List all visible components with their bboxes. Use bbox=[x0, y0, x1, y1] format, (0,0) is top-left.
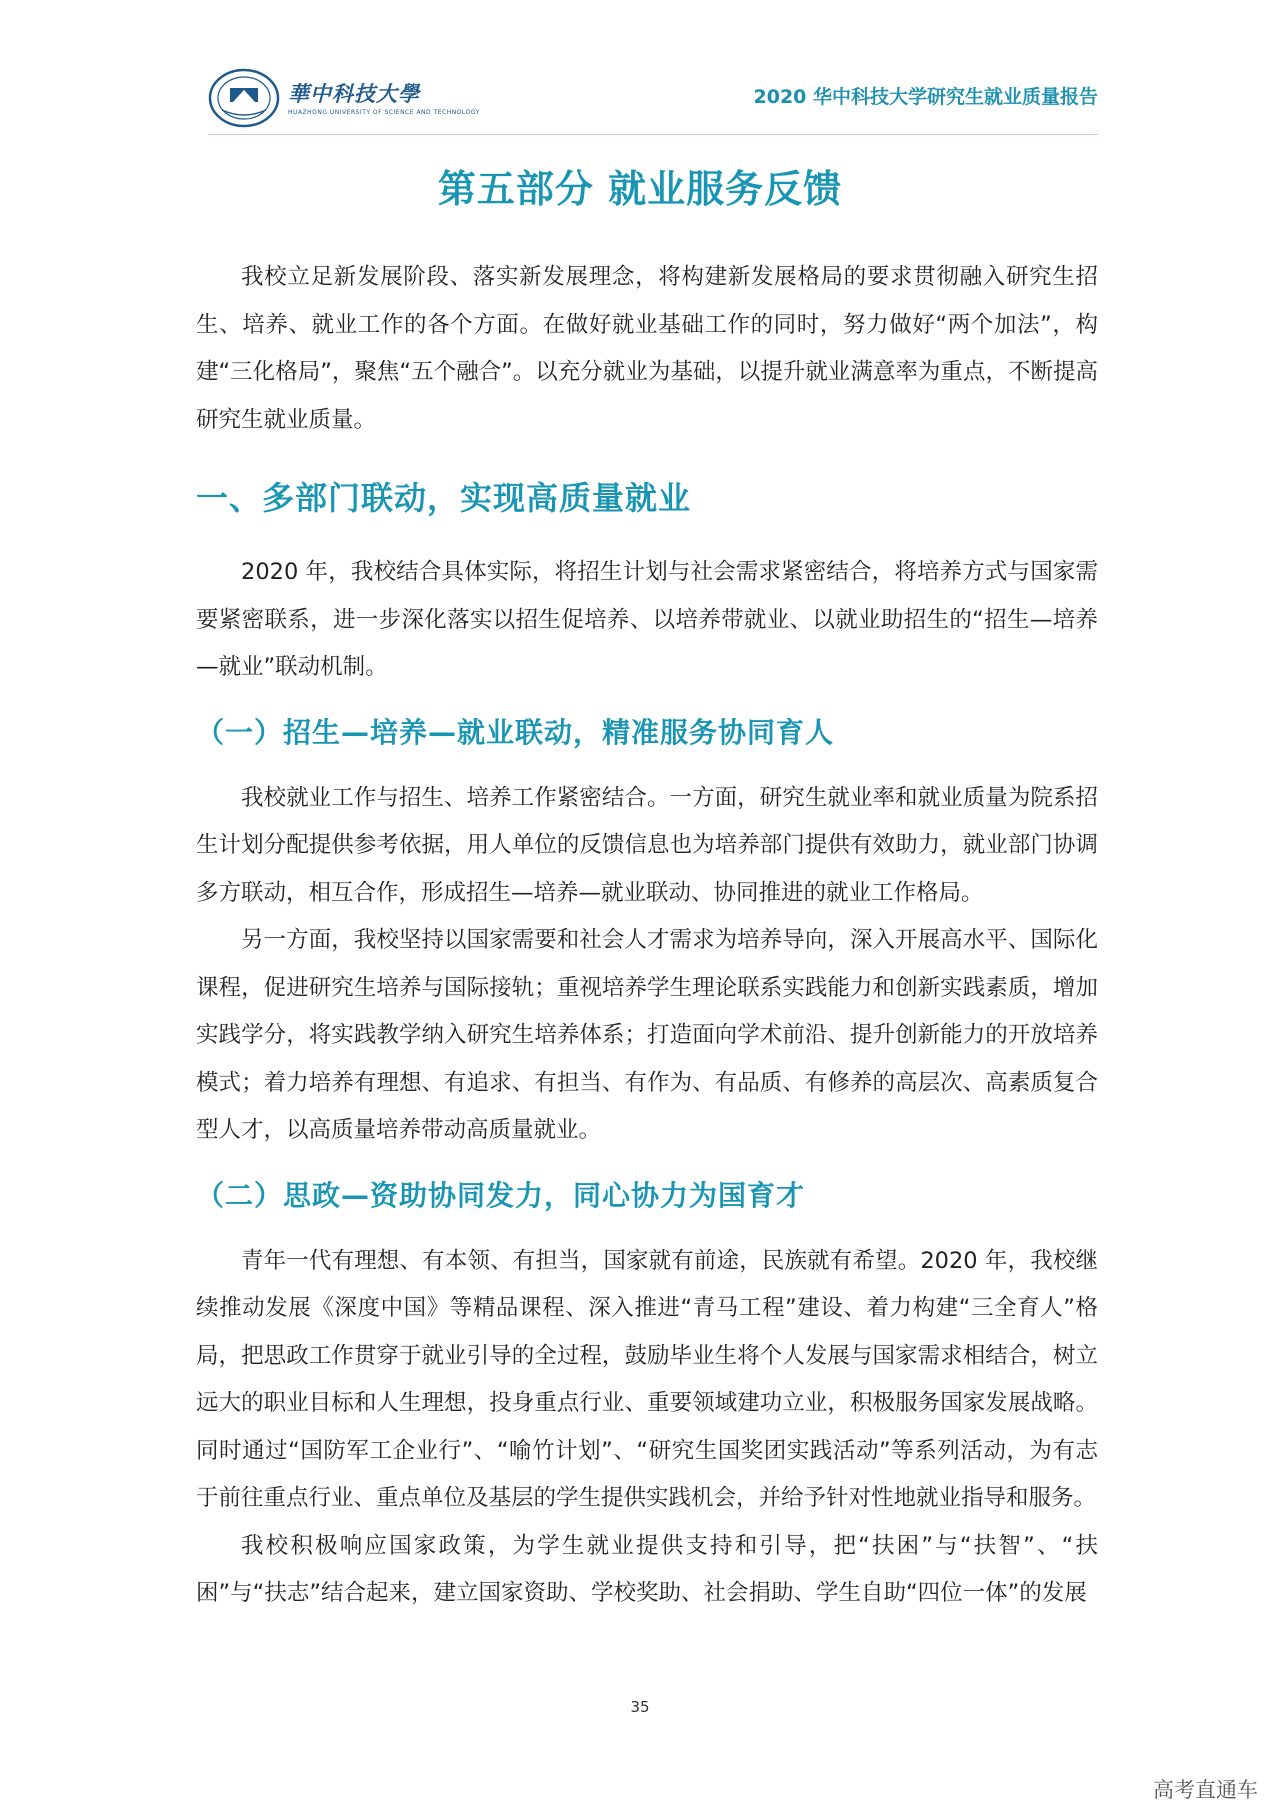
main-content bbox=[196, 254, 1098, 1618]
watermark: 高考直通车 bbox=[1153, 1778, 1258, 1802]
paragraph-sub1-a: 我校就业工作与招生、培养工作紧密结合。一方面，研究生就业率和就业质量为院系招生计划分配提供参考依据，用人单位的反馈信息也为培养部门提供有效助力，就业部门协调多方联动，相互合作，形成招生—培养—就业联动、协同推进的就业工作格局。 bbox=[196, 784, 1098, 906]
subheading-ideology-financial-aid: （二）思政—资助协同发力，同心协力为国育才 bbox=[196, 1178, 806, 1212]
paragraph-sub2-b: 我校积极响应国家政策，为学生就业提供支持和引导，把“扶困”与“扶智”、“扶困”与“扶志”结合起来，建立国家资助、学校奖助、社会捐助、学生自助“四位一体”的发展 bbox=[196, 1532, 1098, 1606]
report-title: 2020 华中科技大学研究生就业质量报告 bbox=[753, 86, 1098, 108]
logo-chinese-name: 華中科技大學 bbox=[288, 80, 420, 106]
heading-multi-department: 一、多部门联动，实现高质量就业 bbox=[196, 479, 692, 517]
paragraph-sub1-b: 另一方面，我校坚持以国家需要和社会人才需求为培养导向，深入开展高水平、国际化课程，促进研究生培养与国际接轨；重视培养学生理论联系实践能力和创新实践素质，增加实践学分，将实践教学纳入研究生培养体系；打造面向学术前沿、提升创新能力的开放培养模式；着力培养有理想、有追求、有担当、有作为、有品质、有修养的高层次、高素质复合型人才，以高质量培养带动高质量就业。 bbox=[196, 927, 1098, 1143]
page-header bbox=[208, 68, 1098, 128]
paragraph-sub2-a: 青年一代有理想、有本领、有担当，国家就有前途，民族就有希望。2020 年，我校继续推动发展《深度中国》等精品课程、深入推进“青马工程”建设、着力构建“三全育人”格局，把思政工作贯穿于就业引导的全过程，鼓励毕业生将个人发展与国家需求相结合，树立远大的职业目标和人生理想，投身重点行业、重要领域建功立业，积极服务国家发展战略。同时通过“国防军工企业行”、“喻竹计划”、“研究生国奖团实践活动”等系列活动，为有志于前往重点行业、重点单位及基层的学生提供实践机会，并给予针对性地就业指导和服务。 bbox=[196, 1247, 1098, 1511]
page-number: 35 bbox=[630, 1698, 650, 1716]
header-divider bbox=[208, 134, 1098, 135]
university-logo bbox=[208, 68, 480, 128]
intro-paragraph: 我校立足新发展阶段、落实新发展理念，将构建新发展格局的要求贯彻融入研究生招生、培养、就业工作的各个方面。在做好就业基础工作的同时，努力做好“两个加法”，构建“三化格局”，聚焦“五个融合”。以充分就业为基础，以提升就业满意率为重点，不断提高研究生就业质量。 bbox=[196, 264, 1098, 433]
logo-english-name: HUAZHONG UNIVERSITY OF SCIENCE AND TECHNOLOGY bbox=[288, 108, 480, 116]
section-title: 第五部分 就业服务反馈 bbox=[437, 167, 843, 211]
subheading-enrollment-training-employment: （一）招生—培养—就业联动，精准服务协同育人 bbox=[196, 715, 835, 749]
paragraph-2020: 2020 年，我校结合具体实际，将招生计划与社会需求紧密结合，将培养方式与国家需要紧密联系，进一步深化落实以招生促培养、以培养带就业、以就业助招生的“招生—培养—就业”联动机制。 bbox=[196, 559, 1098, 680]
university-seal-icon bbox=[208, 68, 280, 128]
